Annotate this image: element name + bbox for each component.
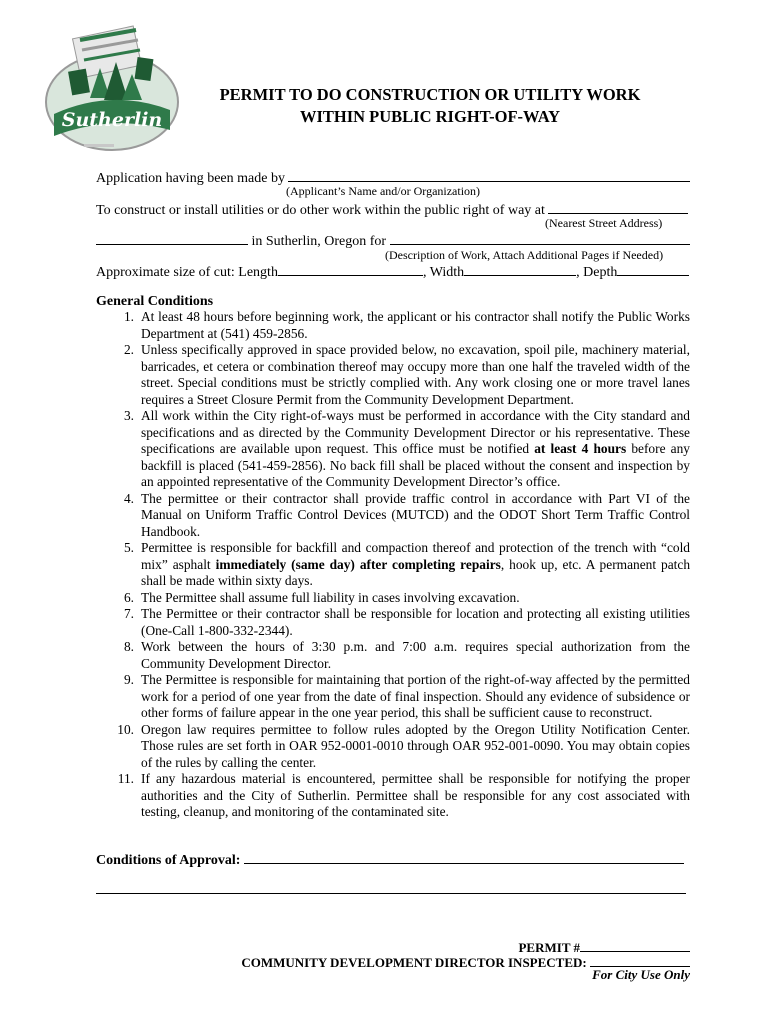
depth-field[interactable] [617,262,689,276]
width-field[interactable] [464,262,576,276]
permit-number-field[interactable] [580,938,690,952]
sutherlin-label: in Sutherlin, Oregon for [251,234,387,249]
street-address-field[interactable] [548,200,688,214]
length-label: Approximate size of cut: Length [96,265,278,280]
condition-item: 5. Permittee is responsible for backfill and compaction thereof and protection of the trench with “cold mix” asphalt immediately (same day) after completing repairs, hook up, etc. A permanent patch shall be made within sixty days. [123,540,691,588]
city-use-note: For City Use Only [592,967,690,982]
condition-item: 1. At least 48 hours before beginning work, the applicant or his contractor shall notify the Public Works Department at (541) 459-2856. [123,309,690,341]
depth-label: , Depth [576,265,618,280]
general-conditions-heading: General Conditions [96,294,214,309]
approval-row [96,850,690,869]
condition-item: 7. The Permittee or their contractor shall be responsible for location and protecting all existing utilities (One-Call 1-800-332-2344). [123,606,690,638]
condition-item: 4. The permittee or their contractor shall provide traffic control in accordance with Part VI of the Manual on Uniform Traffic Control Devices (MUTCD) and the ODOT Short Term Traffic Control Handbook. [123,490,690,539]
inspected-field[interactable] [590,953,690,967]
condition-item: 11. If any hazardous material is encountered, permittee shall be responsible for notifying the proper authorities and the City of Sutherlin. Permittee shall be responsible for any cost associated with testing, cleanup, and monitoring of the contaminated site. [117,771,690,819]
approval-label: Conditions of Approval: [96,853,241,868]
length-field[interactable] [278,262,423,276]
site-field[interactable] [96,231,248,245]
condition-item: 10. Oregon law requires permittee to follow rules adopted by the Oregon Utility Notification Center. Those rules are set forth in OAR 952-0001-0010 through OAR 952-001-0090. You may obtain copies of the rules by calling the center. [117,721,690,770]
width-label: , Width [422,265,465,280]
approval-second-line[interactable] [96,893,686,894]
permit-label: PERMIT # [518,940,580,955]
work-description-field[interactable] [390,231,690,245]
size-row [96,262,690,281]
applicant-caption: (Applicant’s Name and/or Organization) [286,184,481,198]
condition-item: 3. All work within the City right-of-ways must be performed in accordance with the City standard and specifications and as directed by the Community Development Director or his representative. These specifications are available upon request. This office must be notified at least 4 hours before any backfill is placed (541-459-2856). No back fill shall be placed without the consent and inspection by an appointed representative of the Community Development Director’s office. [123,408,690,489]
description-caption: (Description of Work, Attach Additional Pages if Needed) [385,248,664,262]
sutherlin-logo [40,18,185,158]
title-line-1: PERMIT TO DO CONSTRUCTION OR UTILITY WORK [219,85,641,104]
location-label: To construct or install utilities or do other work within the public right of way at [96,203,545,218]
applicant-label: Application having been made by [96,171,285,186]
applicant-name-field[interactable] [288,168,690,182]
approval-field[interactable] [244,850,684,864]
logo-text: Sutherlin [61,109,163,131]
condition-item: 2. Unless specifically approved in space provided below, no excavation, spoil pile, machinery material, barricades, et cetera or combination thereof may occupy more than one half the traveled width of the street. Special conditions must be strictly complied with. Any work closing one or more travel lanes requires a Street Closure Permit from the Community Development Department. [123,342,690,407]
inspected-label: COMMUNITY DEVELOPMENT DIRECTOR INSPECTED: [241,955,587,970]
title-line-2: WITHIN PUBLIC RIGHT-OF-WAY [299,107,561,126]
condition-item: 6. The Permittee shall assume full liability in cases involving excavation. [123,589,520,605]
address-caption: (Nearest Street Address) [545,216,663,230]
condition-item: 8. Work between the hours of 3:30 p.m. and 7:00 a.m. requires special authorization from the Community Development Director. [123,639,690,671]
page-title [190,84,670,128]
condition-item: 9. The Permittee is responsible for maintaining that portion of the right-of-way affected by the permitted work for a period of one year from the date of final inspection. Should any evidence of subsidence or other forms of failure appear in the one year period, this shall be sufficient cause to reconstruct. [123,672,690,720]
general-conditions-list [96,309,690,821]
